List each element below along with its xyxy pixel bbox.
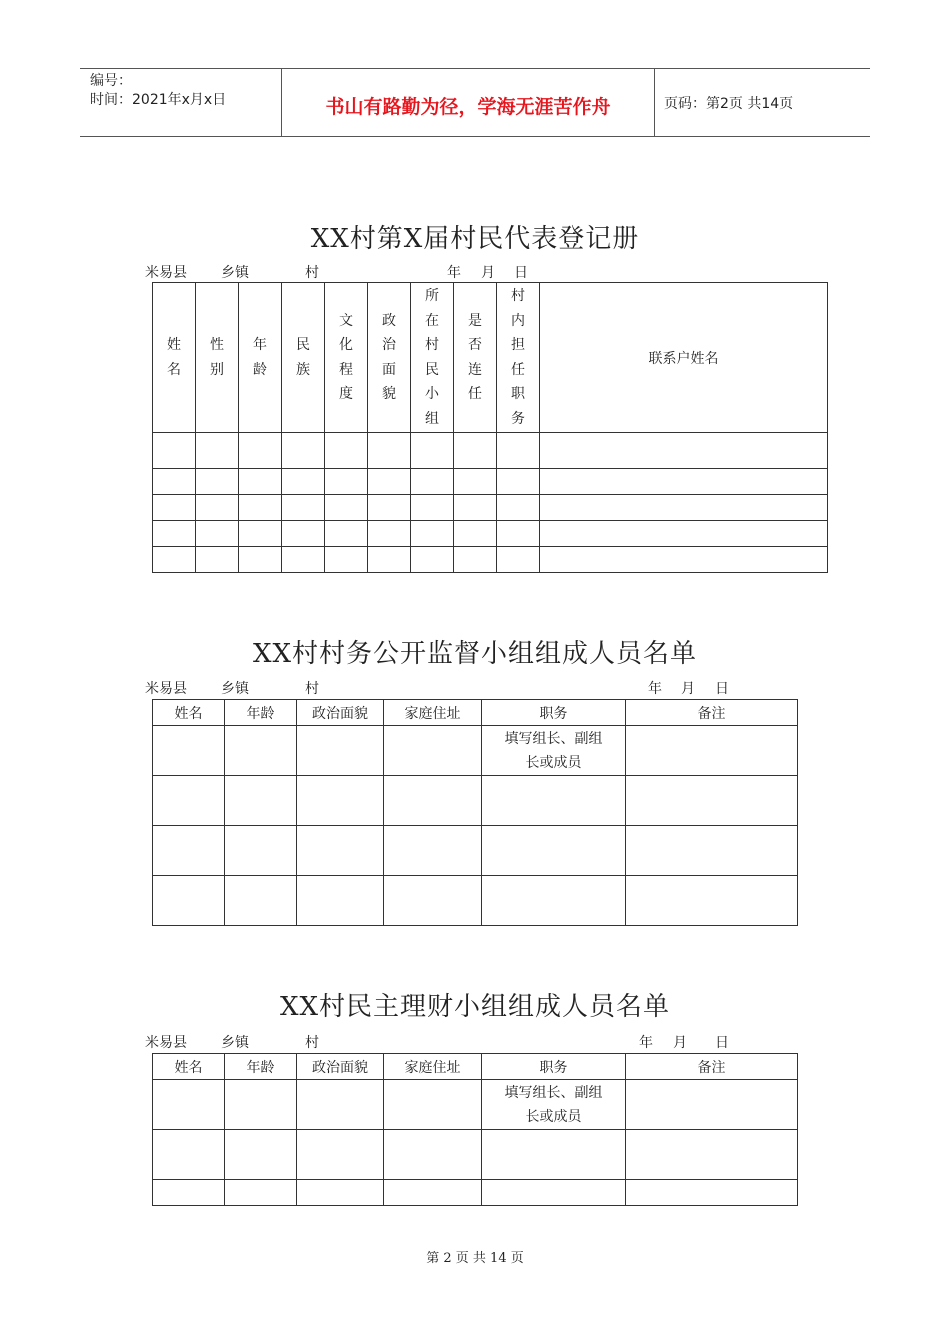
day-label: 日 [715,681,729,697]
col-header: 家庭住址 [384,700,482,726]
col-header [239,283,282,433]
section2-title: XX村村务公开监督小组组成人员名单 [252,639,698,669]
col-header: 年龄 [225,700,297,726]
vertical-text: 姓名 [167,337,181,378]
section1-title: XX村第X届村民代表登记册 [310,224,640,254]
table-row [153,776,798,826]
table-header-row [153,700,798,726]
table-header-row [153,1054,798,1080]
header-divider [654,68,655,136]
table-row [153,726,798,776]
supervision-group-table [152,699,798,926]
page-footer: 第 2 页 共 14 页 [426,1251,524,1266]
table-row [153,547,828,573]
time-label: 时间：2021年x月x日 [90,92,227,108]
table-row [153,521,828,547]
village-label: 村 [305,681,319,697]
col-header [497,283,540,433]
year-label: 年 [648,681,662,697]
col-header: 职务 [482,1054,626,1080]
col-header: 联系户姓名 [540,283,828,433]
village-label: 村 [305,1035,319,1051]
col-header [196,283,239,433]
col-header: 备注 [626,1054,798,1080]
town-label: 乡镇 [221,681,249,697]
village-label: 村 [305,265,319,281]
table-row [153,495,828,521]
vertical-text: 政治面貌 [382,312,396,402]
table-row [153,1080,798,1130]
vertical-text: 文化程度 [339,312,353,402]
day-label: 日 [514,265,528,281]
col-header [282,283,325,433]
vertical-text: 村内担任职务 [511,288,525,427]
vertical-text: 民族 [296,337,310,378]
col-header [368,283,411,433]
header-page-label: 页码：第2页 共14页 [664,96,794,112]
year-label: 年 [447,265,461,281]
vertical-text: 年龄 [253,337,267,378]
county-label: 米易县 [145,681,187,697]
col-header: 职务 [482,700,626,726]
county-label: 米易县 [145,1035,187,1051]
month-label: 月 [673,1035,687,1051]
section3-title: XX村民主理财小组组成人员名单 [279,992,671,1022]
col-header: 姓名 [153,1054,225,1080]
header-meta [90,72,226,110]
vertical-text: 是否连任 [468,312,482,402]
table-row [153,1130,798,1180]
header-top-rule [80,68,870,69]
role-hint[interactable]: 填写组长、副组长或成员 [482,726,626,776]
vertical-text: 性别 [210,337,224,378]
table-row [153,876,798,926]
header-motto: 书山有路勤为径，学海无涯苦作舟 [325,96,611,118]
col-header [153,283,196,433]
col-header: 年龄 [225,1054,297,1080]
year-label: 年 [639,1035,653,1051]
town-label: 乡镇 [221,1035,249,1051]
col-header [325,283,368,433]
col-header: 家庭住址 [384,1054,482,1080]
number-label: 编号： [90,73,132,89]
table-row [153,826,798,876]
representative-register-table [152,282,828,573]
col-header: 政治面貌 [297,700,384,726]
col-header: 备注 [626,700,798,726]
month-label: 月 [681,681,695,697]
month-label: 月 [481,265,495,281]
col-header: 姓名 [153,700,225,726]
table-row [153,433,828,469]
town-label: 乡镇 [221,265,249,281]
table-header-row [153,283,828,433]
day-label: 日 [715,1035,729,1051]
col-header [454,283,497,433]
vertical-text: 所在村民小组 [425,288,439,427]
table-row [153,1180,798,1206]
table-row [153,469,828,495]
col-header: 政治面貌 [297,1054,384,1080]
col-header [411,283,454,433]
role-hint[interactable]: 填写组长、副组长或成员 [482,1080,626,1130]
finance-group-table [152,1053,798,1206]
header-bottom-rule [80,136,870,137]
county-label: 米易县 [145,265,187,281]
